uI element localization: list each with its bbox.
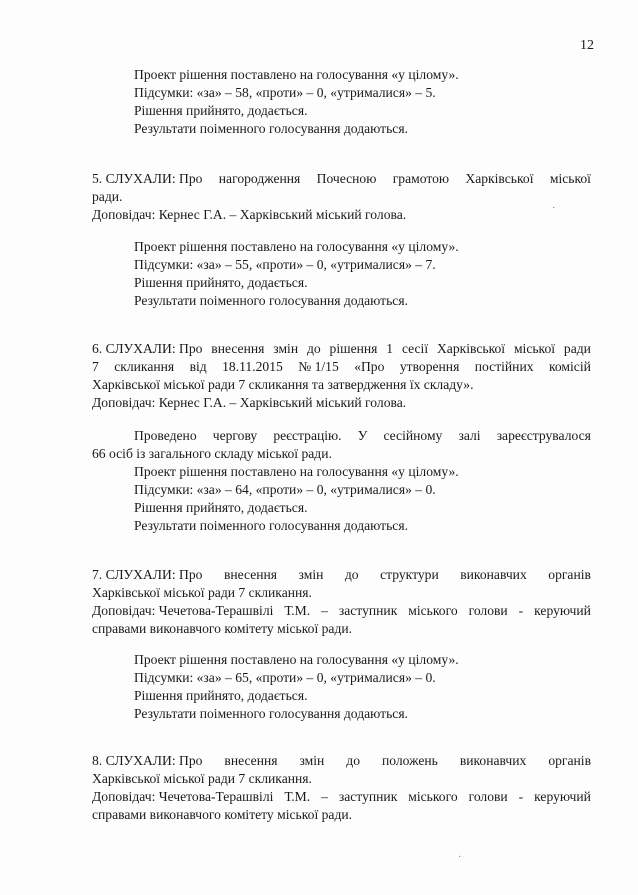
vote-results-line: Підсумки: «за» – 58, «проти» – 0, «утрималися» – 5.: [134, 85, 436, 100]
vote-project-line: Проект рішення поставлено на голосування «у цілому».: [134, 67, 459, 82]
roll-call-line: Результати поіменного голосування додаються.: [134, 518, 408, 533]
item-6-heard: 6. СЛУХАЛИ: Про внесення змін до рішення 1 сесії Харківської міської ради: [92, 341, 591, 356]
page-number: 12: [580, 38, 594, 53]
decision-line: Рішення прийнято, додається.: [134, 500, 308, 515]
vote-results-line: Підсумки: «за» – 65, «проти» – 0, «утрималися» – 0.: [134, 670, 436, 685]
decision-line: Рішення прийнято, додається.: [134, 103, 308, 118]
vote-project-line: Проект рішення поставлено на голосування «у цілому».: [134, 464, 459, 479]
item-5-heard: 5. СЛУХАЛИ: Про нагородження Почесною грамотою Харківської міської: [92, 171, 591, 186]
item-7-heard-cont: Харківської міської ради 7 скликання.: [92, 585, 312, 600]
scan-speck: ˙: [552, 206, 556, 217]
item-5-speaker: Доповідач: Кернес Г.А. – Харківський міський голова.: [92, 207, 407, 222]
decision-line: Рішення прийнято, додається.: [134, 275, 308, 290]
item-7-speaker-cont: справами виконавчого комітету міської ради.: [92, 621, 353, 636]
vote-results-line: Підсумки: «за» – 55, «проти» – 0, «утрималися» – 7.: [134, 257, 436, 272]
item-6-heard-cont: 7 скликання від 18.11.2015 № 1/15 «Про утворення постійних комісій: [92, 359, 591, 374]
item-8-speaker-cont: справами виконавчого комітету міської ради.: [92, 807, 353, 822]
vote-project-line: Проект рішення поставлено на голосування «у цілому».: [134, 239, 459, 254]
item-6-heard-cont-2: Харківської міської ради 7 скликання та затвердження їх складу».: [92, 377, 474, 392]
registration-line-cont: 66 осіб із загального складу міської ради.: [92, 446, 332, 461]
item-5-heard-cont: ради.: [92, 189, 123, 204]
item-8-heard: 8. СЛУХАЛИ: Про внесення змін до положень виконавчих органів: [92, 753, 591, 768]
vote-project-line: Проект рішення поставлено на голосування «у цілому».: [134, 652, 459, 667]
scan-speck: ·: [458, 852, 462, 863]
roll-call-line: Результати поіменного голосування додаються.: [134, 121, 408, 136]
roll-call-line: Результати поіменного голосування додаються.: [134, 293, 408, 308]
item-7-speaker: Доповідач: Чечетова-Терашвілі Т.М. – заступник міського голови - керуючий: [92, 603, 591, 618]
item-6-speaker: Доповідач: Кернес Г.А. – Харківський міський голова.: [92, 395, 407, 410]
item-7-heard: 7. СЛУХАЛИ: Про внесення змін до структури виконавчих органів: [92, 567, 591, 582]
registration-line: Проведено чергову реєстрацію. У сесійному залі зареєструвалося: [134, 428, 591, 443]
item-8-speaker: Доповідач: Чечетова-Терашвілі Т.М. – заступник міського голови - керуючий: [92, 789, 591, 804]
decision-line: Рішення прийнято, додається.: [134, 688, 308, 703]
roll-call-line: Результати поіменного голосування додаються.: [134, 706, 408, 721]
vote-results-line: Підсумки: «за» – 64, «проти» – 0, «утрималися» – 0.: [134, 482, 436, 497]
item-8-heard-cont: Харківської міської ради 7 скликання.: [92, 771, 312, 786]
